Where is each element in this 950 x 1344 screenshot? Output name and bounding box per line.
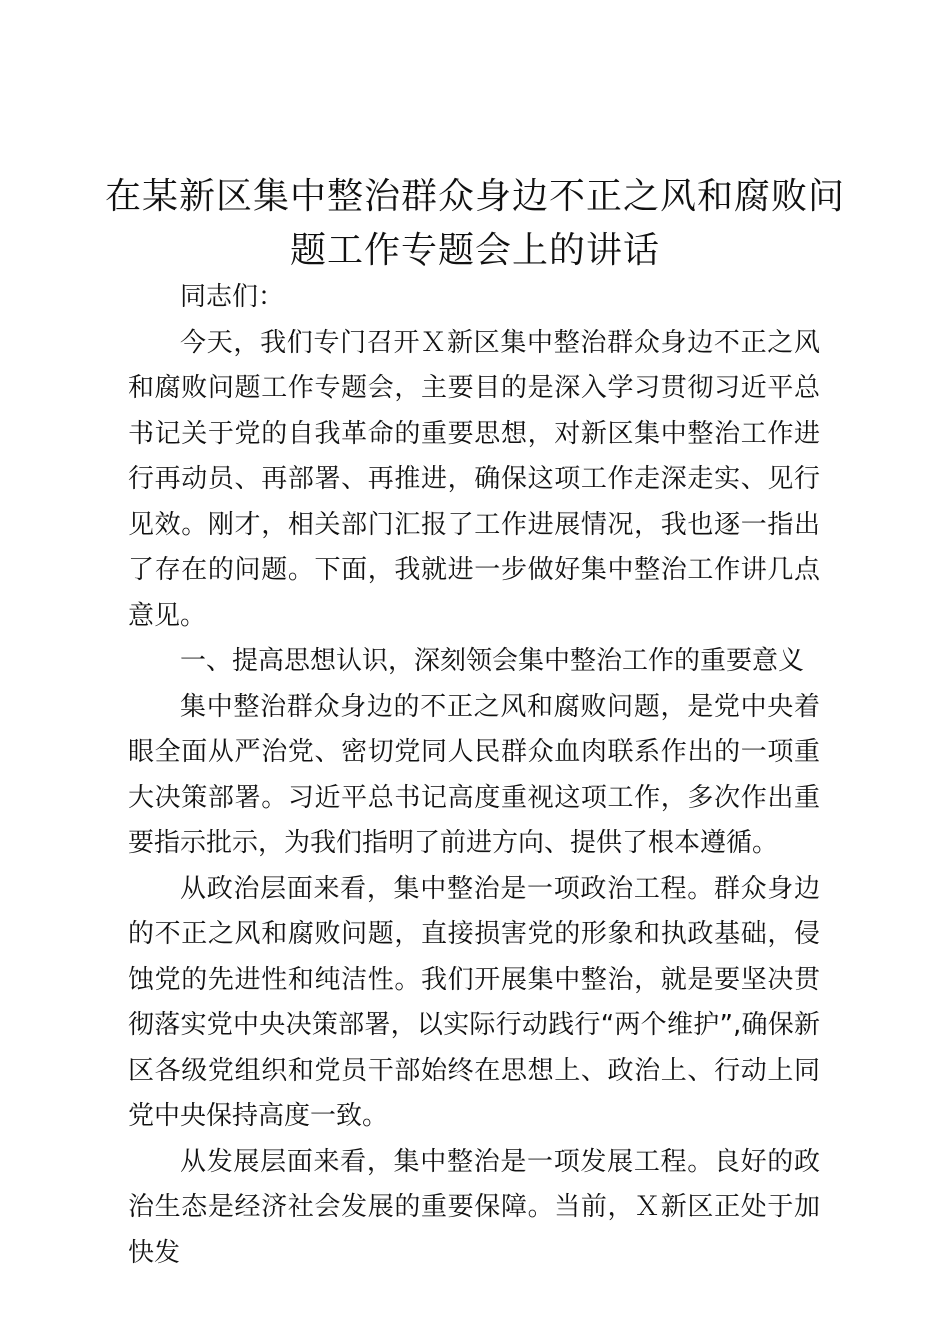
document-title [100,170,850,278]
section-heading-1: 一、提高思想认识，深刻领会集中整治工作的重要意义 [180,646,805,676]
salutation: 同志们： [180,282,285,312]
paragraph: 集中整治群众身边的不正之风和腐败问题，是党中央着眼全面从严治党、密切党同人民群众血肉联系作出的一项重大决策部署。习近平总书记高度重视这项工作，多次作出重要指示批示，为我们指明了前进方向、提供了根本遵循。 [128,691,820,858]
paragraph: 从政治层面来看，集中整治是一项政治工程。群众身边的不正之风和腐败问题，直接损害党的形象和执政基础，侵蚀党的先进性和纯洁性。我们开展集中整治，就是要坚决贯彻落实党中央决策部署，以实际行动践行“两个维护”,确保新区各级党组织和党员干部始终在思想上、政治上、行动上同党中央保持高度一致。 [128,873,820,1131]
paragraph-intro: 今天，我们专门召开Ｘ新区集中整治群众身边不正之风和腐败问题工作专题会，主要目的是深入学习贯彻习近平总书记关于党的自我革命的重要思想，对新区集中整治工作进行再动员、再部署、再推进，确保这项工作走深走实、见行见效。刚才，相关部门汇报了工作进展情况，我也逐一指出了存在的问题。下面，我就进一步做好集中整治工作讲几点意见。 [128,327,820,631]
title-line-2: 题工作专题会上的讲话 [289,230,660,271]
document-body [128,275,820,1276]
paragraph: 从发展层面来看，集中整治是一项发展工程。良好的政治生态是经济社会发展的重要保障。当前，Ｘ新区正处于加快发 [128,1146,820,1268]
title-line-1: 在某新区集中整治群众身边不正之风和腐败问 [104,176,845,217]
